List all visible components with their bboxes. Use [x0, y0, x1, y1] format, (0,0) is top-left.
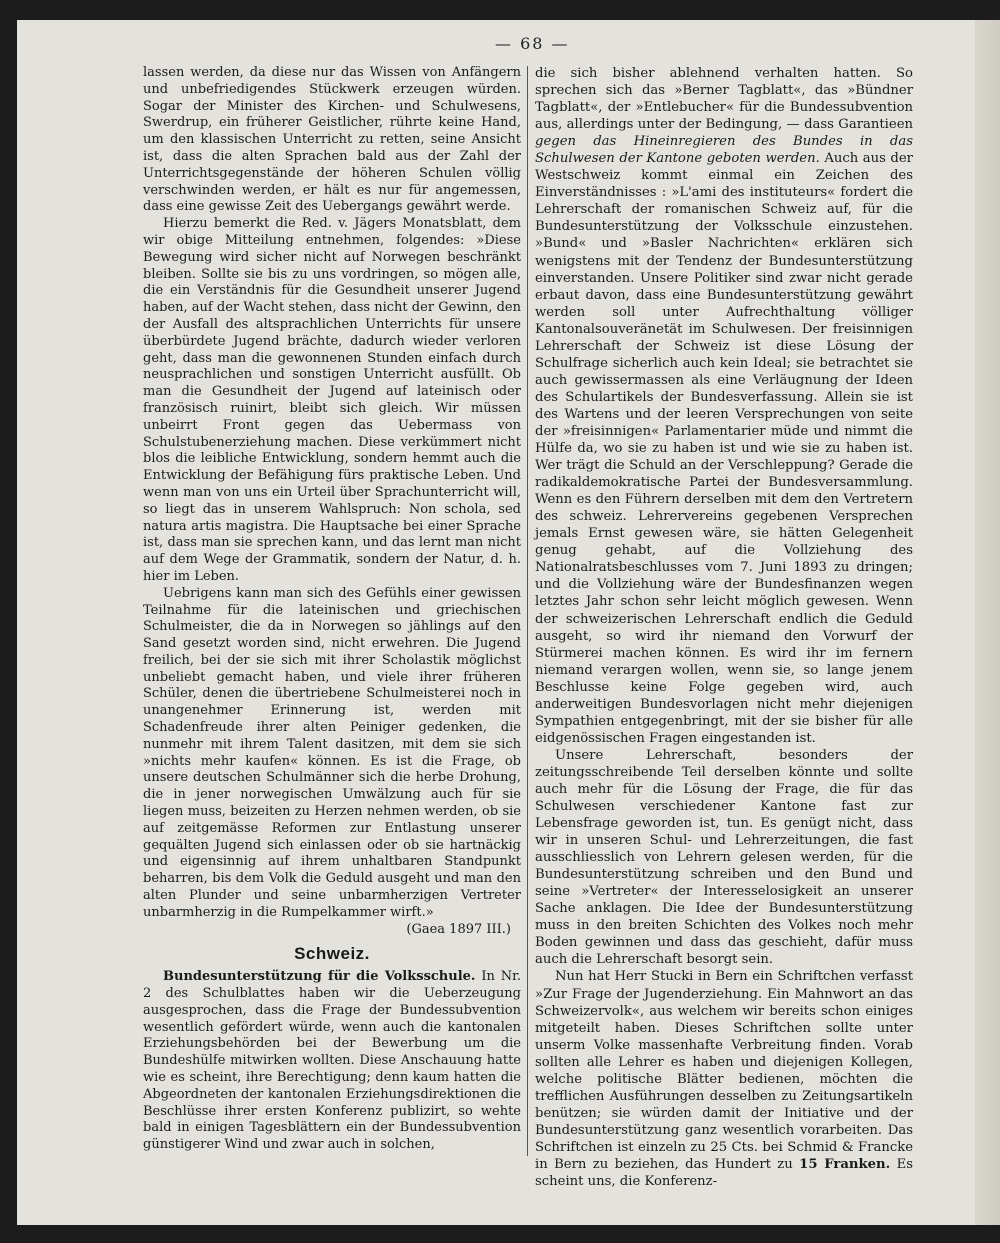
page-edge-strip — [975, 20, 1000, 1225]
right-paragraph-1a: die sich bisher ablehnend verhalten hatten. So sprechen sich das »Berner Tagblatt«, das »Bündner Tagblatt«, der »Entlebucher« für die Bundessubvention aus, allerdings unter der Bedingung, — dass Garantieen — [535, 66, 913, 133]
page-number: — 68 — — [495, 34, 570, 53]
right-paragraph-2: Unsere Lehrerschaft, besonders der zeitungsschreibende Teil derselben könnte und sollte auch mehr für die Lösung der Frage, die für das Schulwesen verschiedener Kantone fast zur Lebensfrage geworden ist, tun. Es genügt nicht, dass wir in unseren Schul- und Lehrerzeitungen, die fast ausschliesslich von Lehrern gelesen werden, für die Bundesunterstützung schreiben und den Bund und seine »Vertreter« der Interesselosigkeit an unserer Sache anklagen. Die Idee der Bundesunterstützung muss in den breiten Schichten des Volkes noch mehr Boden gewinnen und dass das geschieht, dafür muss auch die Lehrerschaft besorgt sein. — [535, 747, 913, 968]
column-divider — [527, 66, 528, 1156]
newspaper-page — [17, 20, 975, 1225]
price-text: 15 Franken. — [799, 1157, 891, 1172]
right-paragraph-3-text: Nun hat Herr Stucki in Bern ein Schriftchen verfasst »Zur Frage der Jugenderziehung. Ein Mahnwort an das Schweizervolk«, aus welchem wir bereits schon einiges mitgeteilt haben. Dieses Schriftchen sollte unter unserm Volke massenhafte Verbreitung finden. Vorab sollten alle Lehrer es haben und diejenigen Kollegen, welche politische Blätter bedienen, möchten die trefflichen Ausführungen desselben zu Zeitungsartikeln benützen; sie würden damit der Initiative und der Bundesunterstützung ganz wesentlich vorarbeiten. Das Schriftchen ist einzeln zu 25 Cts. bei Schmid & Francke in Bern zu beziehen, das Hundert zu — [535, 969, 913, 1172]
right-paragraph-3 — [535, 968, 913, 1190]
left-paragraph-1: lassen werden, da diese nur das Wissen von Anfängern und unbefriedigendes Stückwerk erzeugen würden. Sogar der Minister des Kirchen- und Schulwesens, Swerdrup, ein früherer Geistlicher, rührte keine Hand, um den klassischen Unterricht zu retten, seine Ansicht ist, dass die alten Sprachen bald aus der Zahl der Unterrichtsgegenstände der höheren Schulen völlig verschwinden werden, er hält es nur für angemessen, dass eine gewisse Zeit des Uebergangs gewährt werde. — [143, 65, 521, 215]
right-paragraph-1-italic: gegen das Hineinregieren des Bundes in das Schulwesen der Kantone geboten werden. — [535, 134, 913, 167]
right-paragraph-1b: Auch aus der Westschweiz kommt einmal ein Zeichen des Einverständnisses : »L'ami des instituteurs« fordert die Lehrerschaft der romanischen Schweiz auf, für die Bundesunterstützung der Volksschule einzustehen. »Bund« und »Basler Nachrichten« erklären sich wenigstens mit der Tendenz der Bundesunterstützung einverstanden. Unsere Politiker sind zwar nicht gerade erbaut davon, dass eine Bundesunterstützung gewährt werden soll unter Aufrechthaltung völliger Kantonalsouveränetät im Schulwesen. Der freisinnigen Lehrerschaft der Schweiz ist diese Lösung der Schulfrage sicherlich auch kein Ideal; sie betrachtet sie auch gewissermassen als eine Verläugnung der Ideen des Schulartikels der Bundesverfassung. Allein sie ist des Wartens und der leeren Versprechungen von seite der »freisinnigen« Parlamentarier müde und nimmt die Hülfe da, wo sie zu haben ist und wie sie zu haben ist. Wer trägt die Schuld an der Verschleppung? Gerade die radikaldemokratische Partei der Bundesversammlung. Wenn es den Führern derselben mit dem den Vertretern des schweiz. Lehrervereins gegebenen Versprechen jemals Ernst gewesen wäre, sie hätten Gelegenheit genug gehabt, auf die Vollziehung des Nationalratsbeschlusses vom 7. Juni 1893 zu dringen; und die Vollziehung wäre der Bundesfinanzen wegen letztes Jahr schon sehr leicht möglich gewesen. Wenn der schweizerischen Lehrerschaft endlich die Geduld ausgeht, so wird ihr niemand den Vorwurf der Stürmerei machen können. Es wird ihr im fernern niemand verargen wollen, wenn sie, so lange jenem Beschlusse keine Folge gegeben wird, auch anderweitigen Bundesvorlagen nicht mehr diejenigen Sympathien entgegenbringt, mit der sie bisher für alle eidgenössischen Fragen eingestanden ist. — [535, 151, 913, 746]
article-title: Bundesunterstützung für die Volksschule. — [163, 969, 476, 985]
source-citation: (Gaea 1897 III.) — [406, 921, 511, 937]
left-paragraph-2: Hierzu bemerkt die Red. v. Jägers Monatsblatt, dem wir obige Mitteilung entnehmen, folgendes: »Diese Bewegung wird sicher nicht auf Norwegen beschränkt bleiben. Sollte sie bis zu uns vordringen, so mögen alle, die ein Verständnis für die Gesundheit unserer Jugend haben, auf der Wacht stehen, dass nicht der Gewinn, den der Ausfall des altsprachlichen Unterrichts für unsere überbürdete Jugend brächte, dadurch wieder verloren geht, dass man die gewonnenen Stunden einfach durch neusprachlichen und sonstigen Unterricht ausfüllt. Ob man die Gesundheit der Jugend auf lateinisch oder französisch ruinirt, bleibt sich gleich. Wir müssen unbeirrt Front gegen das Uebermass von Schulstubenerziehung machen. Diese verkümmert nicht blos die leibliche Entwicklung, sondern hemmt auch die Entwicklung der Befähigung fürs praktische Leben. Und wenn man von uns ein Urteil über Sprachunterricht will, so liegt das in unserem Wahlspruch: Non schola, sed natura artis magistra. Die Hauptsache bei einer Sprache ist, dass man sie sprechen kann, und das lernt man nicht auf dem Wege der Grammatik, sondern der Natur, d. h. hier im Leben. — [143, 216, 521, 584]
left-paragraph-3: Uebrigens kann man sich des Gefühls einer gewissen Teilnahme für die lateinischen und griechischen Schulmeister, die da in Norwegen so jählings auf den Sand gesetzt worden sind, nicht erwehren. Die Jugend freilich, bei der sie sich mit ihrer Scholastik möglichst unbeliebt gemacht haben, und viele ihrer früheren Schüler, denen die übertriebene Schulmeisterei noch in unangenehmer Erinnerung ist, werden mit Schadenfreude ihrer alten Peiniger gedenken, die nunmehr mit ihrem Talent dasitzen, mit dem sie sich »nichts mehr kaufen« können. Es ist die Frage, ob unsere deutschen Schulmänner sich die herbe Drohung, die in jener norwegischen Umwälzung auch für sie liegen muss, beizeiten zu Herzen nehmen werden, ob sie auf zeitgemässe Reformen zur Entlastung unserer gequälten Jugend sich einlassen oder ob sie hartnäckig und eigensinnig auf ihrem unhaltbaren Standpunkt beharren, bis dem Volk die Geduld ausgeht und man den alten Plunder und seine unbarmherzigen Vertreter unbarmherzig in die Rumpelkammer wirft.» — [143, 585, 521, 920]
left-column — [143, 65, 521, 1154]
right-column — [535, 65, 913, 1190]
right-paragraph-1 — [535, 65, 913, 747]
right-paragraph-3-end: Es scheint uns, die Konferenz- — [535, 1157, 913, 1190]
article-text: In Nr. 2 des Schulblattes haben wir die Ueberzeugung ausgesprochen, dass die Frage der Bundessubvention wesentlich gefördert würde, wenn auch die kantonalen Erziehungsbehörden bei der Bewerbung um die Bundeshülfe mitwirken wollten. Diese Anschauung hatte wie es scheint, ihre Berechtigung; denn kaum hatten die Abgeordneten der kantonalen Erziehungsdirektionen die Beschlüsse ihrer ersten Konferenz publizirt, so wehte bald in einigen Tagesblättern ein der Bundessubvention günstigerer Wind und zwar auch in solchen, — [143, 969, 521, 1153]
article-paragraph — [143, 969, 521, 1154]
section-heading: Schweiz. — [294, 944, 370, 964]
